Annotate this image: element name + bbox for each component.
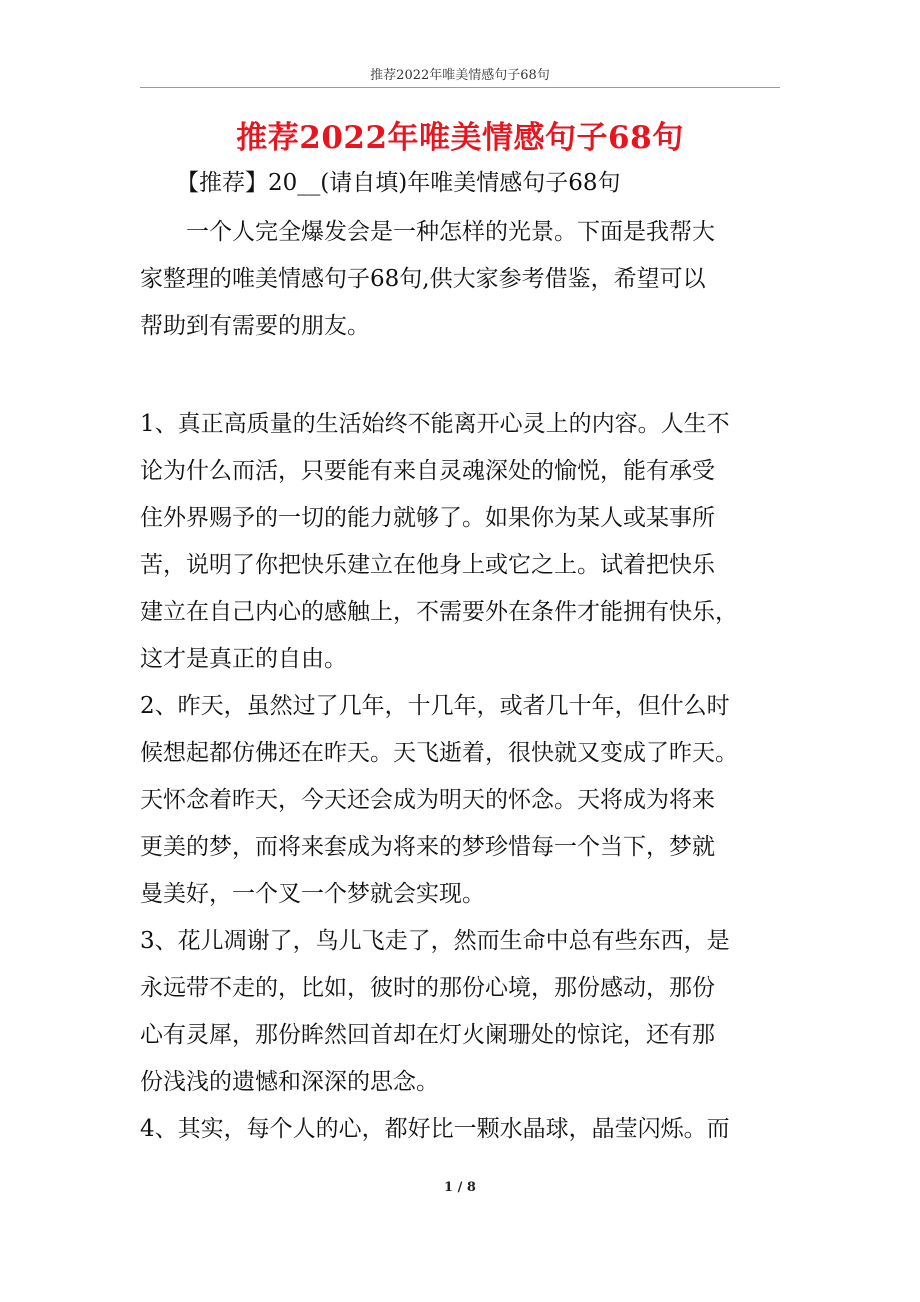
sentence-line: 住外界赐予的一切的能力就够了。如果你为某人或某事所 [140,505,715,531]
sentence-line: 曼美好，一个叉一个梦就会实现。 [140,881,485,907]
intro-paragraph [140,209,800,350]
sentence-list [140,401,800,1153]
document-title: 推荐2022年唯美情感句子68句 [236,120,684,156]
sentence-line: 永远带不走的，比如，彼时的那份心境，那份感动，那份 [140,975,715,1001]
sentence-line: 论为什么而活，只要能有来自灵魂深处的愉悦，能有承受 [140,458,715,484]
sentence-line: 苦，说明了你把快乐建立在他身上或它之上。试着把快乐 [140,552,715,578]
sentence-line: 建立在自己内心的感触上，不需要外在条件才能拥有快乐， [140,599,738,625]
sentence-line: 份浅浅的遗憾和深深的思念。 [140,1069,439,1095]
intro-line: 一个人完全爆发会是一种怎样的光景。下面是我帮大 [186,219,715,245]
sentence-line: 更美的梦，而将来套成为将来的梦珍惜每一个当下，梦就 [140,834,715,860]
sentence-line: 天怀念着昨天，今天还会成为明天的怀念。天将成为将来 [140,787,715,813]
intro-line: 家整理的唯美情感句子68句,供大家参考借鉴，希望可以 [140,266,706,292]
sentence-line: 1、真正高质量的生活始终不能离开心灵上的内容。人生不 [140,411,730,437]
header-divider [140,87,780,88]
sentence-line: 3、花儿凋谢了，鸟儿飞走了，然而生命中总有些东西，是 [140,928,730,954]
running-header: 推荐2022年唯美情感句子68句 [370,68,550,83]
intro-line: 帮助到有需要的朋友。 [140,313,370,339]
sentence-line: 心有灵犀，那份眸然回首却在灯火阑珊处的惊诧，还有那 [140,1022,715,1048]
sentence-line: 2、昨天，虽然过了几年，十几年，或者几十年，但什么时 [140,693,730,719]
page-number: 1 / 8 [444,1180,476,1195]
sentence-line: 4、其实，每个人的心，都好比一颗水晶球，晶莹闪烁。而 [140,1116,730,1142]
sentence-line: 候想起都仿佛还在昨天。天飞逝着，很快就又变成了昨天。 [140,740,738,766]
sentence-line: 这才是真正的自由。 [140,646,347,672]
document-subtitle: 【推荐】20__(请自填)年唯美情感句子68句 [176,170,621,196]
